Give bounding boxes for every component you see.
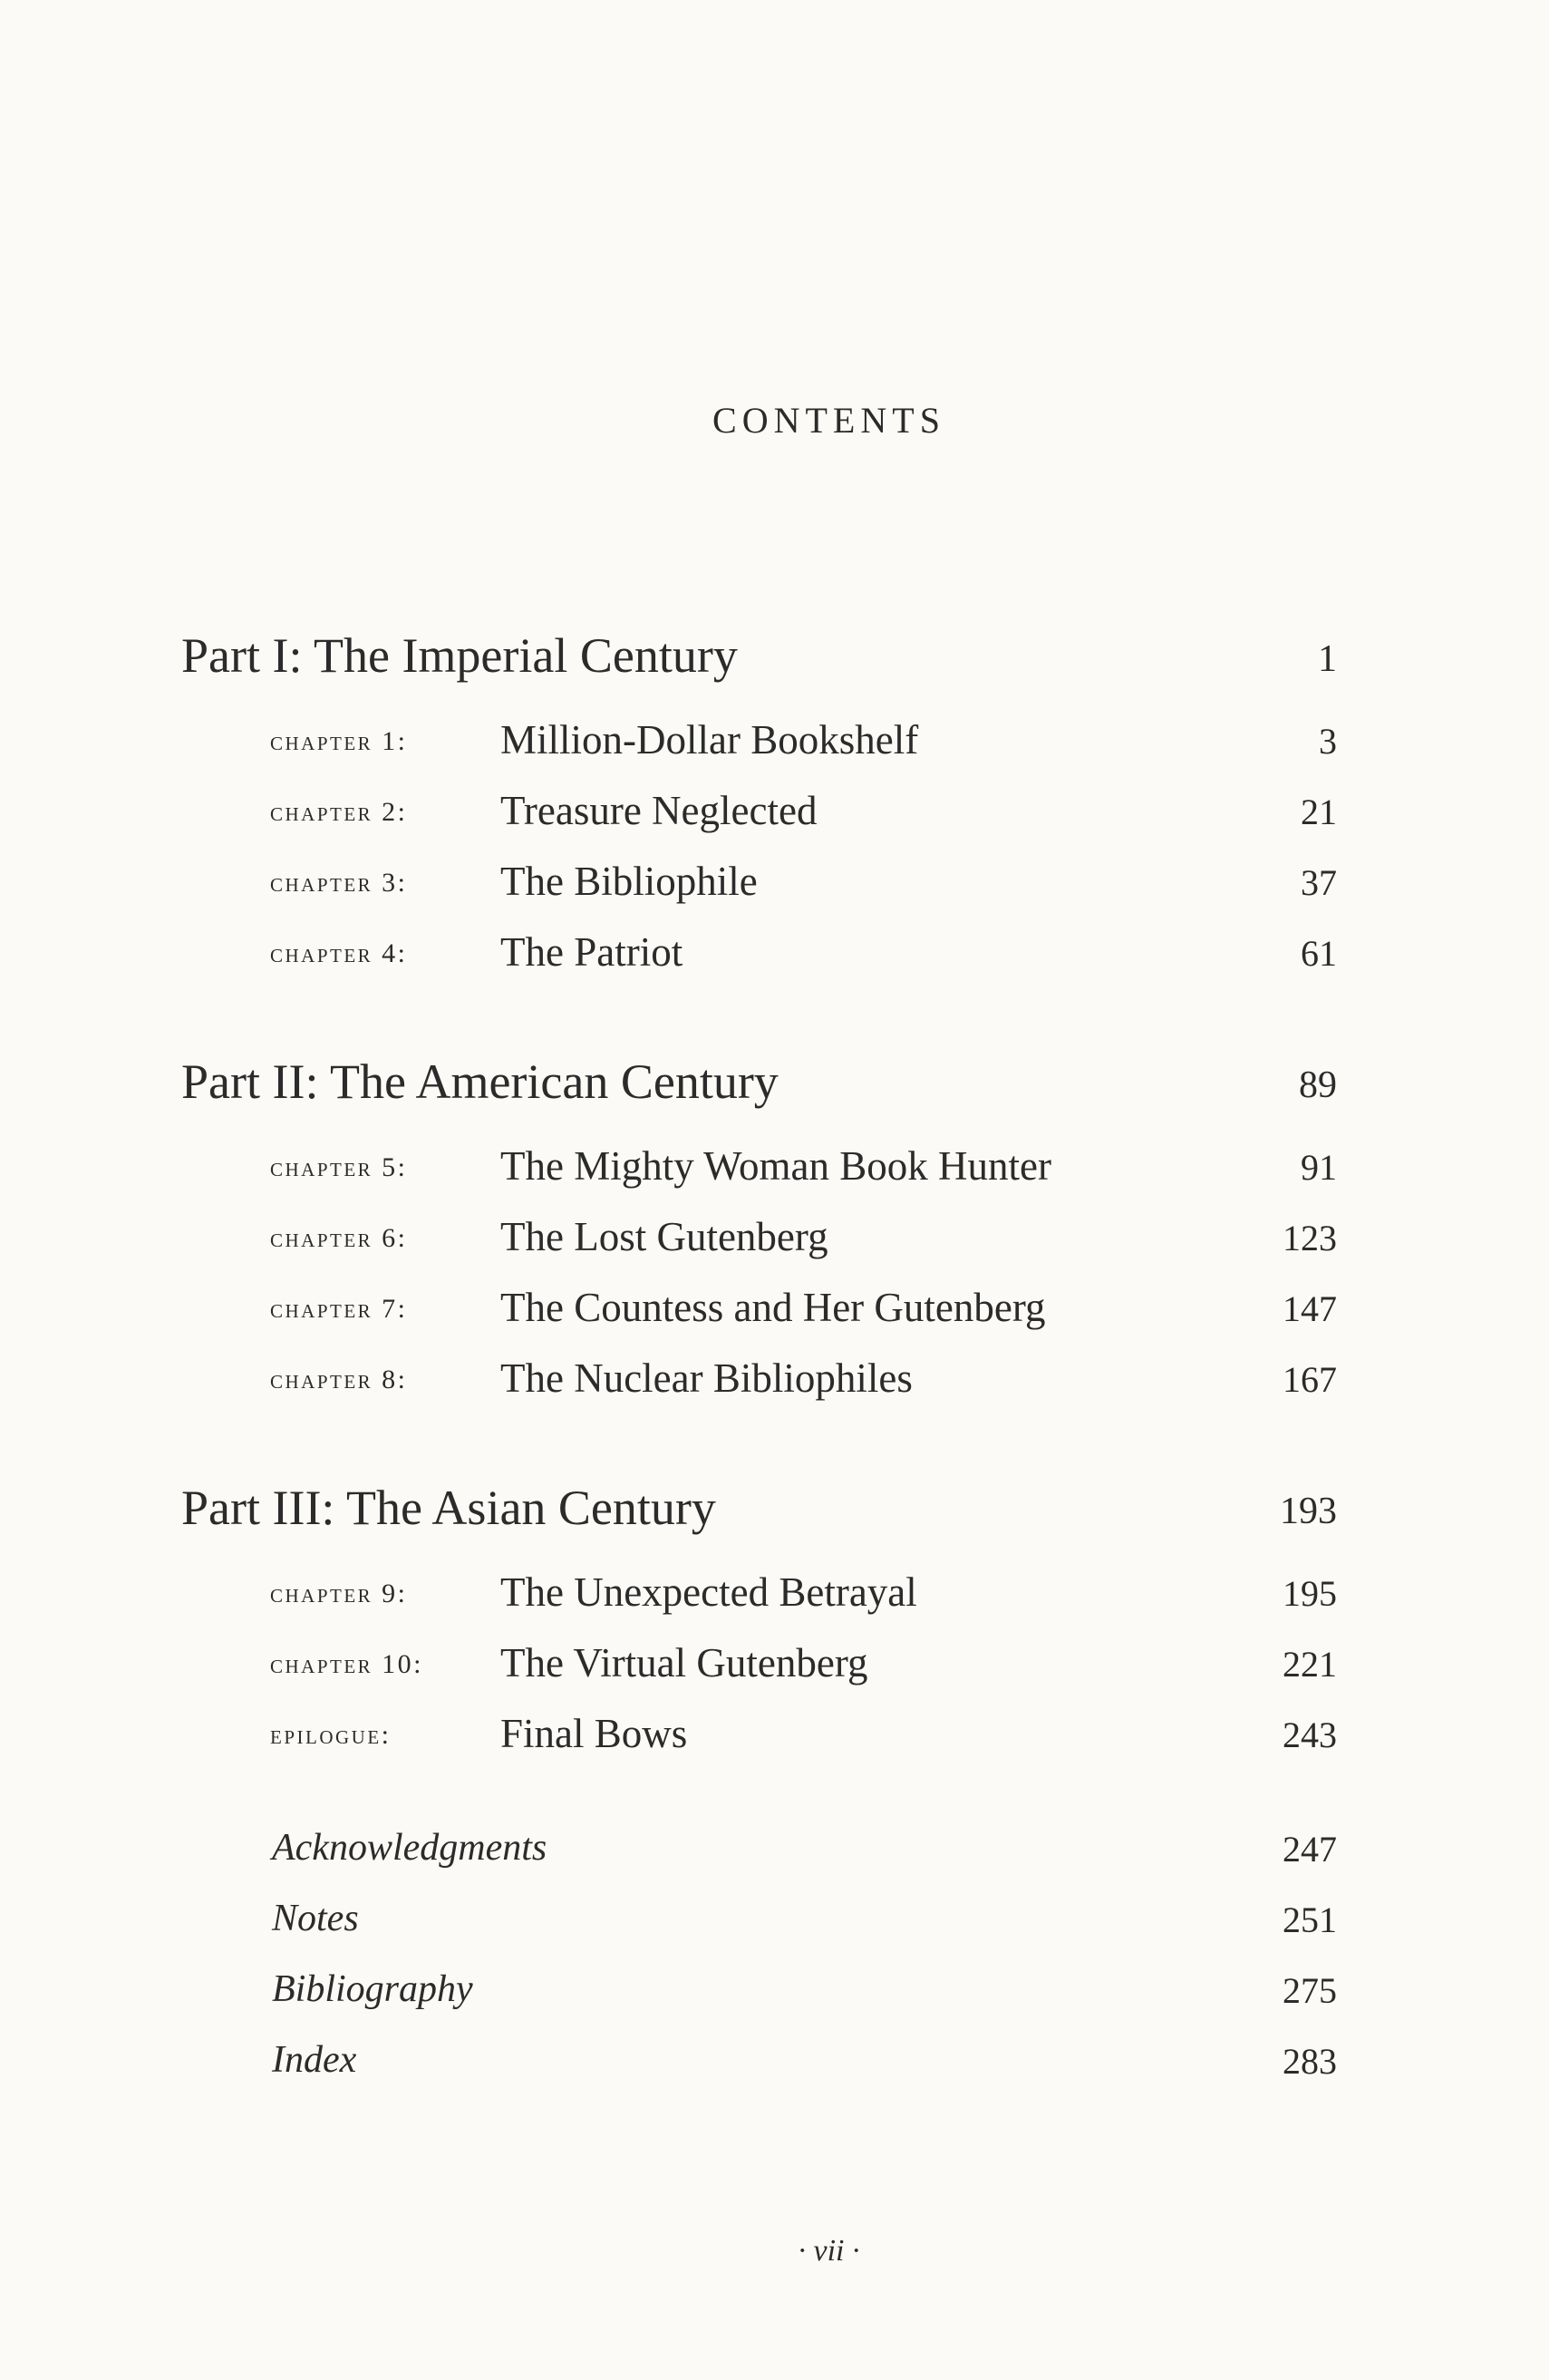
page-number: 247 [1283,1829,1337,1870]
chapter-entry[interactable] [270,854,1337,908]
page-number: 167 [1283,1359,1337,1400]
part-entry[interactable] [181,1476,1337,1540]
page-number: 21 [1301,792,1337,832]
chapter-entry[interactable] [270,1280,1337,1335]
epilogue-entry[interactable] [270,1706,1337,1761]
page-number: 91 [1301,1147,1337,1188]
chapter-title: The Mighty Woman Book Hunter [500,1143,1051,1189]
chapter-title: The Virtual Gutenberg [500,1640,868,1685]
chapter-title: Final Bows [500,1711,688,1756]
chapter-entry[interactable] [270,713,1337,767]
part-title: Part II: The American Century [181,1054,779,1109]
part-entry[interactable] [181,1050,1337,1113]
chapter-label: chapter 2: [270,797,408,827]
chapter-title: The Patriot [500,929,683,975]
chapter-title: The Nuclear Bibliophiles [500,1355,913,1401]
chapter-entry[interactable] [270,783,1337,838]
chapter-title: The Lost Gutenberg [500,1214,828,1259]
chapter-label: chapter 1: [270,726,408,756]
chapter-title: Treasure Neglected [500,788,818,833]
chapter-title: The Unexpected Betrayal [500,1569,917,1615]
page-number: 147 [1283,1288,1337,1329]
chapter-entry[interactable] [270,925,1337,979]
chapter-entry[interactable] [270,1351,1337,1405]
chapter-label: chapter 6: [270,1223,408,1253]
chapter-entry[interactable] [270,1636,1337,1690]
chapter-label: chapter 4: [270,938,408,968]
chapter-label: chapter 8: [270,1365,408,1394]
page-number: 275 [1283,1970,1337,2011]
back-matter-title: Bibliography [272,1968,473,2010]
chapter-label: chapter 3: [270,868,408,898]
chapter-label: chapter 10: [270,1649,424,1679]
page-number: 1 [1318,638,1337,680]
page-number: 221 [1283,1644,1337,1685]
chapter-label: chapter 5: [270,1152,408,1182]
chapter-title: The Countess and Her Gutenberg [500,1285,1046,1330]
part-title: Part I: The Imperial Century [181,628,738,683]
page-number: 37 [1301,862,1337,903]
page-number: 89 [1299,1064,1337,1106]
page-number: 3 [1319,721,1337,762]
back-matter-entry[interactable] [272,1962,1337,2016]
page-number: 61 [1301,933,1337,974]
chapter-title: Million-Dollar Bookshelf [500,717,919,763]
back-matter-title: Notes [272,1898,359,1939]
page-folio: · vii · [798,2234,860,2268]
back-matter-entry[interactable] [272,1821,1337,1875]
back-matter-title: Acknowledgments [272,1827,547,1869]
chapter-label: epilogue: [270,1720,392,1750]
part-entry[interactable] [181,624,1337,687]
chapter-entry[interactable] [270,1565,1337,1619]
back-matter-title: Index [272,2039,357,2081]
page-number: 283 [1283,2041,1337,2082]
page-number: 251 [1283,1899,1337,1940]
part-title: Part III: The Asian Century [181,1481,716,1535]
page-number: 123 [1283,1218,1337,1258]
back-matter-entry[interactable] [272,2033,1337,2087]
page-number: 195 [1283,1573,1337,1614]
chapter-title: The Bibliophile [500,859,758,904]
chapter-entry[interactable] [270,1209,1337,1264]
chapter-label: chapter 9: [270,1579,408,1608]
chapter-entry[interactable] [270,1139,1337,1193]
contents-heading: CONTENTS [712,400,945,441]
page-number: 193 [1280,1491,1337,1532]
chapter-label: chapter 7: [270,1294,408,1324]
page-number: 243 [1283,1715,1337,1755]
back-matter-entry[interactable] [272,1891,1337,1946]
